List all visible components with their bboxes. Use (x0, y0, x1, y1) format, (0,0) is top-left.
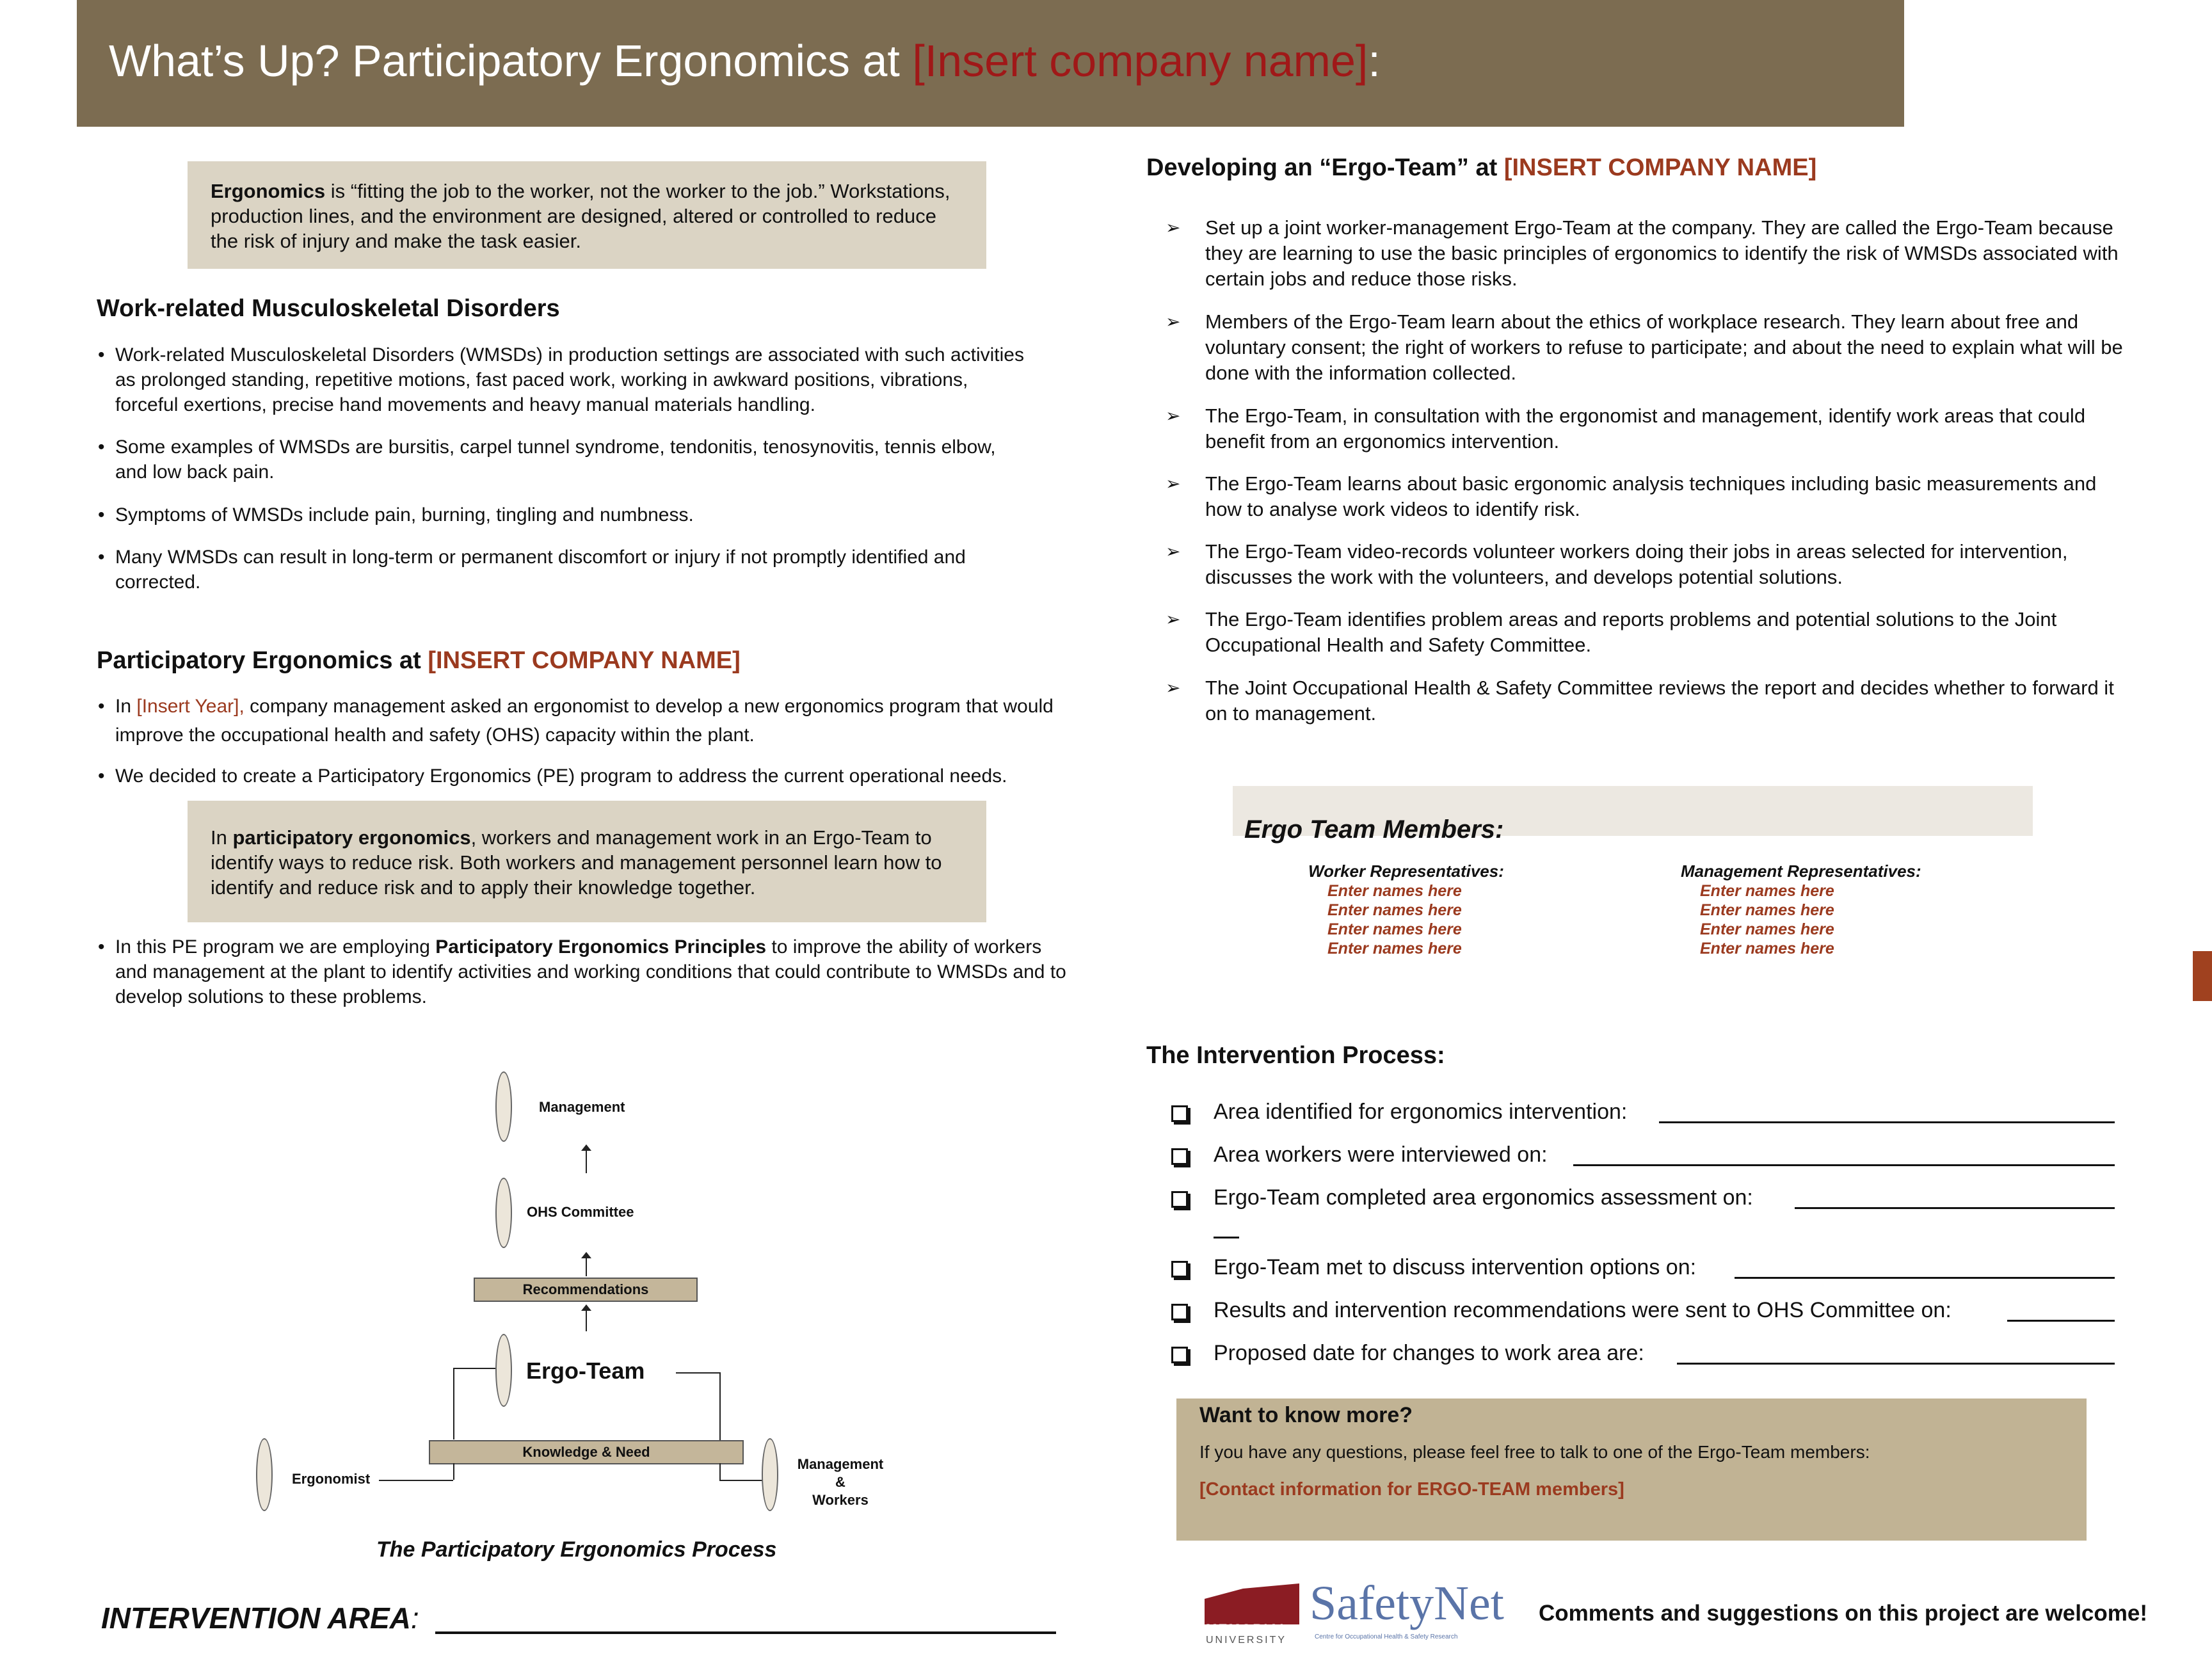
ohs-label: OHS Committee (527, 1204, 634, 1220)
title-prefix: What’s Up? Participatory Ergonomics at (109, 36, 913, 86)
ergo-team-bullet: ➢ Set up a joint worker-management Ergo-Team at the company. They are called the Ergo-Team because they are learning to use the basic principles of ergonomics to identify the risk of WMSDs associated with certain jobs and reduce those risks. (1166, 216, 2119, 290)
arrow-to-ohs (586, 1256, 587, 1276)
connector-line (453, 1368, 454, 1439)
arrow-bullet-icon: ➢ (1166, 218, 1181, 237)
know-more-title: Want to know more? (1199, 1403, 1413, 1427)
checklist-item: Ergo-Team completed area ergonomics assessment on: (1214, 1185, 1753, 1210)
connector-line (719, 1463, 721, 1480)
management-workers-label: Management & Workers (797, 1456, 884, 1508)
checklist-item: Area workers were interviewed on: (1214, 1142, 1548, 1167)
management-workers-node (762, 1438, 778, 1511)
connector-line (453, 1368, 495, 1369)
safetynet-subtitle: Centre for Occupational Health & Safety Research (1315, 1633, 1458, 1640)
date-field[interactable] (1659, 1121, 2115, 1123)
pe-bullet: • In [Insert Year], company management asked an ergonomist to develop a new ergonomics program that would improve the occupational health and safety (OHS) capacity within the plant. (98, 696, 1054, 746)
pe-bullet: • We decided to create a Participatory Ergonomics (PE) program to address the current operational needs. (98, 765, 1007, 787)
pe-heading: Participatory Ergonomics at [INSERT COMPANY NAME] (97, 647, 741, 674)
wmsd-bullet: • Work-related Musculoskeletal Disorders (WMSDs) in production settings are associated with such activities as prolonged standing, repetitive motions, fast paced work, working in awkward positions, vibrations, forceful exertions, precise hand movements and heavy manual materials handling. (98, 344, 1024, 415)
date-field[interactable] (1677, 1363, 2115, 1365)
page-title (109, 35, 1381, 86)
ergonomics-definition (211, 179, 966, 253)
checkbox-icon[interactable] (1171, 1261, 1188, 1278)
worker-name[interactable]: Enter names here (1327, 920, 1462, 938)
checkbox-icon[interactable] (1171, 1304, 1188, 1320)
wmsd-bullet: • Symptoms of WMSDs include pain, burning, tingling and numbness. (98, 504, 694, 525)
recommendations-box: Recommendations (474, 1278, 698, 1302)
knowledge-need-box: Knowledge & Need (429, 1440, 744, 1464)
intervention-process-heading: The Intervention Process: (1146, 1042, 1445, 1069)
checklist-item: Results and intervention recommendations were sent to OHS Committee on: (1214, 1298, 1952, 1322)
definition-text: is “fitting the job to the worker, not the worker to the job.” Workstations, production lines, and the environment are designed, altered or controlled to reduce the risk of injury and make the task easier. (211, 180, 950, 252)
arrowhead-icon (581, 1252, 591, 1258)
checklist-item: Ergo-Team met to discuss intervention options on: (1214, 1255, 1697, 1279)
connector-line (676, 1372, 719, 1374)
wmsd-heading: Work-related Musculoskeletal Disorders (97, 295, 560, 322)
wmsd-bullet: • Many WMSDs can result in long-term or permanent discomfort or injury if not promptly identified and corrected. (98, 547, 966, 593)
worker-representatives-heading: Worker Representatives: (1308, 862, 1504, 881)
arrow-to-management (586, 1149, 587, 1173)
date-field[interactable] (1795, 1207, 2115, 1209)
ergo-team-bullet: ➢ The Ergo-Team learns about basic ergonomic analysis techniques including basic measurements and how to analyse work videos to identify risk. (1166, 472, 2097, 520)
manager-name[interactable]: Enter names here (1700, 882, 1834, 900)
connector-line (719, 1480, 763, 1481)
ergo-team-bullet: ➢ The Joint Occupational Health & Safety Committee reviews the report and decides whether to forward it on to management. (1166, 677, 2114, 725)
arrow-bullet-icon: ➢ (1166, 609, 1181, 629)
manager-name[interactable]: Enter names here (1700, 940, 1834, 958)
checkbox-icon[interactable] (1171, 1105, 1188, 1122)
know-more-text: If you have any questions, please feel free to talk to one of the Ergo-Team members: (1199, 1442, 1870, 1462)
connector-line (379, 1480, 453, 1481)
manager-name[interactable]: Enter names here (1700, 901, 1834, 919)
comments-welcome: Comments and suggestions on this project are welcome! (1539, 1601, 2148, 1626)
pe-heading-company: [INSERT COMPANY NAME] (428, 647, 741, 674)
intervention-area-label: INTERVENTION AREA: (101, 1601, 419, 1635)
ergo-team-bullet: ➢ The Ergo-Team video-records volunteer workers doing their jobs in areas selected for intervention, discusses the work with the volunteers, and develops potential solutions. (1166, 540, 2068, 588)
title-suffix: : (1368, 36, 1381, 86)
manager-name[interactable]: Enter names here (1700, 920, 1834, 938)
worker-name[interactable]: Enter names here (1327, 940, 1462, 958)
manager-names (1700, 881, 1834, 958)
date-field[interactable] (1573, 1164, 2115, 1166)
management-node (495, 1071, 512, 1142)
arrow-bullet-icon: ➢ (1166, 541, 1181, 561)
management-label: Management (539, 1099, 625, 1115)
ergo-team-heading-company: [INSERT COMPANY NAME] (1503, 154, 1817, 181)
contact-info[interactable]: [Contact information for ERGO-TEAM members] (1199, 1479, 1624, 1500)
arrow-bullet-icon: ➢ (1166, 312, 1181, 332)
ergonomist-node (256, 1438, 273, 1511)
side-tab (2193, 951, 2212, 1001)
checkbox-icon[interactable] (1171, 1148, 1188, 1165)
ohs-node (495, 1178, 512, 1248)
diagram-caption: The Participatory Ergonomics Process (376, 1537, 777, 1562)
pe-definition: In participatory ergonomics, workers and management work in an Ergo-Team to identify ways to reduce risk. Both workers and management personnel learn how to identify and reduce risk and to apply their knowledge together. (211, 826, 942, 899)
members-title: Ergo Team Members: (1244, 815, 1504, 844)
intervention-area-field[interactable] (435, 1631, 1056, 1634)
insert-year: [Insert Year], (136, 696, 244, 717)
worker-name[interactable]: Enter names here (1327, 901, 1462, 919)
arrow-bullet-icon: ➢ (1166, 474, 1181, 493)
arrowhead-icon (581, 1144, 591, 1151)
date-field-overflow (1214, 1237, 1239, 1238)
memorial-university-logo: MEMORIAL UNIVERSITY (1205, 1583, 1299, 1645)
checklist-item: Proposed date for changes to work area are: (1214, 1341, 1644, 1365)
safetynet-logo: SafetyNet (1310, 1576, 1504, 1630)
arrow-bullet-icon: ➢ (1166, 678, 1181, 698)
connector-line (719, 1372, 721, 1440)
definition-term: Ergonomics (211, 180, 326, 202)
arrow-bullet-icon: ➢ (1166, 406, 1181, 426)
pe-bullet: • In this PE program we are employing Participatory Ergonomics Principles to improve the ability of workers and management at the plant to identify activities and working conditions that could contribute to WMSDs and to develop solutions to these problems. (98, 936, 1066, 1007)
ergo-team-bullet: ➢ Members of the Ergo-Team learn about the ethics of workplace research. They learn about free and voluntary consent; the right of workers to refuse to participate; and about the need to explain what will be done with the information collected. (1166, 310, 2123, 384)
ergo-team-label: Ergo-Team (526, 1358, 645, 1384)
ergo-team-bullet: ➢ The Ergo-Team, in consultation with the ergonomist and management, identify work areas that could benefit from an ergonomics intervention. (1166, 405, 2086, 453)
ergo-team-bullet: ➢ The Ergo-Team identifies problem areas and reports problems and potential solutions to the Joint Occupational Health and Safety Committee. (1166, 608, 2057, 656)
date-field[interactable] (1735, 1277, 2115, 1279)
wmsd-bullet: • Some examples of WMSDs are bursitis, carpel tunnel syndrome, tendonitis, tenosynovitis, tennis elbow, and low back pain. (98, 437, 996, 483)
ergo-team-node (495, 1334, 512, 1407)
arrow-to-recommendations (586, 1308, 587, 1331)
worker-names (1327, 881, 1462, 958)
ergo-team-heading: Developing an “Ergo-Team” at [INSERT COMPANY NAME] (1146, 154, 1817, 181)
checklist-item: Area identified for ergonomics intervention: (1214, 1100, 1628, 1124)
checkbox-icon[interactable] (1171, 1347, 1188, 1363)
connector-line (453, 1463, 454, 1480)
date-field[interactable] (2007, 1320, 2115, 1322)
arrowhead-icon (581, 1304, 591, 1311)
management-representatives-heading: Management Representatives: (1681, 862, 1921, 881)
checkbox-icon[interactable] (1171, 1191, 1188, 1208)
title-company: [Insert company name] (912, 36, 1368, 86)
pe-term: participatory ergonomics (232, 826, 471, 849)
ergonomist-label: Ergonomist (292, 1471, 371, 1487)
worker-name[interactable]: Enter names here (1327, 882, 1462, 900)
